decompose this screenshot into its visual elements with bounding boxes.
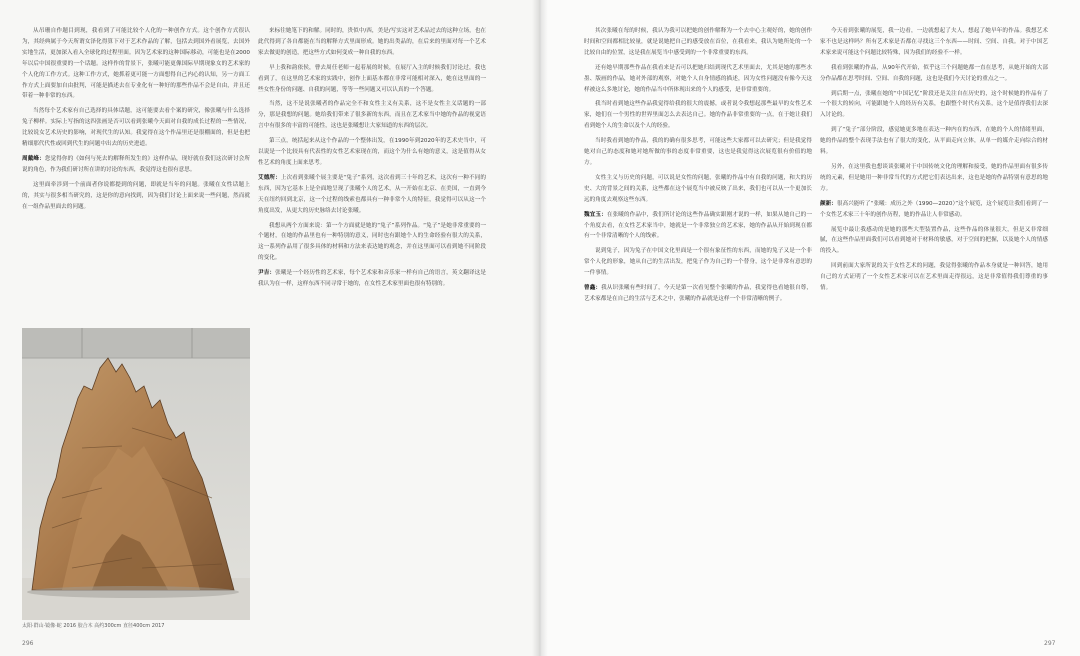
interview-answer — [258, 268, 486, 290]
body-paragraph: 从吊珊自作题目到现，我看到了可能比较个人化的一种创作方式。这个创作方式很认为，其经典属于今天所谓女泽化得算下对于艺术作品的了解，包括去到国外看展览，去国外实地生活，更加深入看入全球化的过程里面。因为艺术家的这种国际移动，可能也是在2000年以后中国很重要的一个话题。这样作的背景下，张曦可能更像国际早期现象女的艺术家的个人化的工作方式。这种工作方式，她抓着更可能一方面想得自己内心的认知，另一方面工作方式上面要加自由批判，可能是描述去在专业化有一种好的那些作品不会是自由，并且还带着一种非常的东西。 — [22, 28, 250, 100]
speaker-name: 尹吉： — [258, 270, 276, 277]
speaker-name: 魏宜玉： — [584, 211, 607, 218]
interview-answer — [22, 154, 250, 176]
body-paragraph: 今天看到张曦的展览，我一边看，一边就想起了夫人，想起了她早年的作品。我想艺术家不也是这样吗？所有艺术家是否都在寻找这三个东西——时间、空间、自我。对于中国艺术家来说可能这个问题比较特殊，因为我们的经验不一样。 — [820, 28, 1048, 56]
page-number-right: 297 — [1044, 640, 1056, 647]
body-paragraph: 当时我看到她的作品，我的的确有很多思考，可能这些大家都可以去研究；但是我觉得她对自己的态度和她对她所做的事的态度非常重要，这也是我觉得这次展览很有价值的地方。 — [584, 138, 812, 166]
interview-answer — [584, 283, 812, 305]
text-column-4 — [820, 26, 1048, 630]
body-paragraph: 展览中最让我感动的是她的那些大型装置作品，这些作品的体量很大，但是又非常细腻，在这些作品里面我们可以看到她对于材料的敏感，对于空间的把握，以及她个人的情感的投入。 — [820, 226, 1048, 255]
body-paragraph: 其次张曦在每的时候，我认为我可以把她的创作解释为一个去中心主观好的，她的创作时间和空间都相比较量，就是说她把自己的感受放在首位，在我看来，我认为她所处的一个比较自由的位置，这是我在展览当中感受到的一个非常重要的东西。 — [584, 28, 812, 56]
text-column-1 — [22, 26, 250, 322]
sculpture-photo — [22, 328, 250, 620]
body-paragraph: 到了“兔子”部分阶段，感觉她更多地在表达一种内在的东西，在她的个人的情绪里面，她的作品的整个表现手法也有了很大的变化，从平面走向立体，从单一的媒介走向综合的材料。 — [820, 127, 1048, 156]
body-paragraph: 这里面牵涉到一个前面者你说都提到的问题，即就是当年的问题。张曦在女性话题上的，其实与很多相当研究的，这是你的意向找到，因为我们讨论上面来说一些问题，然而就在一组作品里面去的问题。 — [22, 181, 250, 210]
body-paragraph: 我看到张曦的作品，从90年代开始，似乎这三个问题她都一直在思考，从她开始的大部分作品都在思考时间、空间、自我的问题，这也是我们今天讨论的重点之一。 — [820, 64, 1048, 82]
text-column-2 — [258, 26, 486, 630]
body-paragraph: 到后期一点，张曦在她的“中国记忆”阶段还是关注自在历史的，这个时候她的作品有了一个很大的转向，可能跟她个人的经历有关系，也跟整个时代有关系，这个是值得我们去深入讨论的。 — [820, 90, 1048, 119]
page-gutter — [532, 0, 548, 656]
interview-answer — [584, 210, 812, 243]
answer-text: 在张曦的作品中，我们所讨论的这些作品确实跟刚才说的一样，如果从她自己的一个角度去看，在女性艺术家当中，她就是一个非常独立的艺术家，她的作品从开始到现在都有一个非常清晰的个人的线索。 — [584, 211, 812, 240]
speaker-name: 周戴峰： — [22, 155, 45, 162]
body-paragraph: 我当时看到她这些作品我觉得给我的很大的震撼，或者说令我想起那些最早的女性艺术家，她们在一个男性的世界里面怎么去表达自己。她的作品非常重要的一点，在于她让我们看到她个人的生命以及个人的经验。 — [584, 101, 812, 130]
body-paragraph: 早上我和韵依侯，曹去周任老师一起着展的时候，在展厅入主的时候我们讨论过，我也看到了，在这里的艺术家的实践中，创作上面基本都在非常可能相对深入，她在这里面的一些女性身份的问题、自我的问题，等等一些问题又可以认真的一个答题。 — [258, 64, 486, 93]
right-page — [540, 0, 1080, 656]
answer-text: 张曦是一个经历性的艺术家，每个艺术家和音乐家一样有自己的语言，英文翻译这是我认为在一样，这样东西不同寻常于她的，在女性艺术家里面也很有特别的。 — [258, 270, 486, 288]
speaker-name: 曾鑫： — [584, 285, 602, 292]
interview-answer — [258, 173, 486, 217]
photo-caption: 太阳·群山·镜像·蛇 2016 胶合木 高约300cm 直径400cm 2017 — [22, 623, 165, 629]
answer-text: 我从识张曦有些时间了，今天是第一次看见整个张曦的作品，我觉得也看她很自尊，艺术家都是在自己的生活与艺术之中，张曦的作品就是这样一个非常清晰的例子。 — [584, 285, 812, 302]
body-paragraph: 当然每个艺术家有自己选择的具体话题，这可能要去看个案的研究，像张曦与什么选择兔子柳样。实际上写指的这四张画是否可以看到张曦今天面对自我的成长过程的一些情况，比较说女艺术历史的影响，对现代生的认知。我觉得在这个作品里还是很棚面的，但是也把精细那代代性或回到代生的问题中出去的历史进道。 — [22, 108, 250, 148]
speaker-name: 颜新： — [820, 200, 837, 207]
answer-text: 上次看到张曦个展主要是“兔子”系列，这次看到三十年的艺术，这次有一种不同的东西，因为它基本上是全面地呈现了张曦个人的艺术，从一开始在北京、在美国，一直到今天在纽约回到北京，这一个过程的线索也都具有一种非常个人的特征，我觉得可以从这一个角度出发，从更大的历史脉络去讨论张曦。 — [258, 174, 486, 214]
interview-answer — [820, 199, 1048, 221]
body-paragraph: 当然，这不是说张曦者的作品完全不和女性主义有关系，这不是女性主义话题的一部分，那是我想的问题。她给我们带来了很多新的东西，而且在艺术家当中她的作品的视觉语言中有很多的丰富的可能性，这也是张曦想让大家知道的东西的层次。 — [258, 101, 486, 130]
text-column-3 — [584, 26, 812, 630]
body-paragraph: 回到前面大家所说的关于女性艺术的问题，我觉得张曦的作品本身就是一种回答，她用自己的方式证明了一个女性艺术家可以在艺术里面走得很远，这是非常值得我们尊重的事情。 — [820, 263, 1048, 292]
body-paragraph: 说到兔子，因为兔子在中国文化里面是一个很有象征性的东西，而她的兔子又是一个非常个人化的形象，她从自己的生活出发，把兔子作为自己的一个替身，这个是非常有意思的一件事情。 — [584, 248, 812, 277]
page-number-left: 296 — [22, 640, 34, 647]
body-paragraph: 另外，在这里我也想谈谈张曦对于中国传统文化的理解和接受，她的作品里面有很多传统的元素，但是她用一种非常当代的方式把它们表达出来，这也是她的作品特别有意思的地方。 — [820, 163, 1048, 192]
body-paragraph: 来标往她笔下的和解。同时的，贵似中/西，美是/写实这对艺术品过去的这种立场，也在此代得到了各自都能在当的解释方式里面形成。她的出类品的，在后来的里面对每一个艺术家去做更的创造，把这些方式如何变成一种自我的东西。 — [258, 28, 486, 56]
body-paragraph: 第三点，统括起来从这个作品的一个整体出发，在1990年到2020年的艺术史当中，可以说是一个比较具有代表性的女性艺术家现在的，而这个为什么有她的意义，这是值得从女性艺术的角度上面来思考。 — [258, 138, 486, 166]
answer-text: 您觉得你的《如何与死去的解释所发生的》这样作品，现好就在我们这次研讨会所说的角色，作为我们研讨所在讲的讨论的东西，我觉得这也很有意思。 — [22, 155, 250, 173]
body-paragraph: 女性主义与历史的问题，可以说是女性的问题，张曦的作品中有自我的问题，和大的历史、大的背景之间的关系，这些都在这个展览当中被反映了出来，我们也可以从一个更加长远的角度去观察这些东西。 — [584, 174, 812, 203]
body-paragraph: 我想从两个方面来说：第一个方面就是她的“兔子”系列作品。“兔子”是她非常重要的一个题材，在她的作品里也有一种特别的意义，同时也有跟她个人的生命经验有很大的关系，这一系列作品用了很多具体的材料和方法来表达她的观念，并在这里面可以看到她不同阶段的变化。 — [258, 222, 486, 262]
body-paragraph: 还有她早期那些作品在我看来是否可以把她归结到现代艺术里面去，尤其是她的那些水墨、版画的作品，她对外部的观察，对她个人自身情感的描述，因为女性问题没有像今天这样被这么多地讨论，她的作品当中所体现出来的个人的感受，是非常重要的。 — [584, 64, 812, 93]
sculpture-image — [22, 328, 250, 620]
answer-text: 很高兴能听了“张曦：成历之外（1990—2020）”这个展览，这个展览让我们看到了一个女性艺术家三十年的创作历程，她的作品让人非常感动。 — [820, 200, 1048, 218]
speaker-name: 艾德所： — [258, 174, 281, 181]
